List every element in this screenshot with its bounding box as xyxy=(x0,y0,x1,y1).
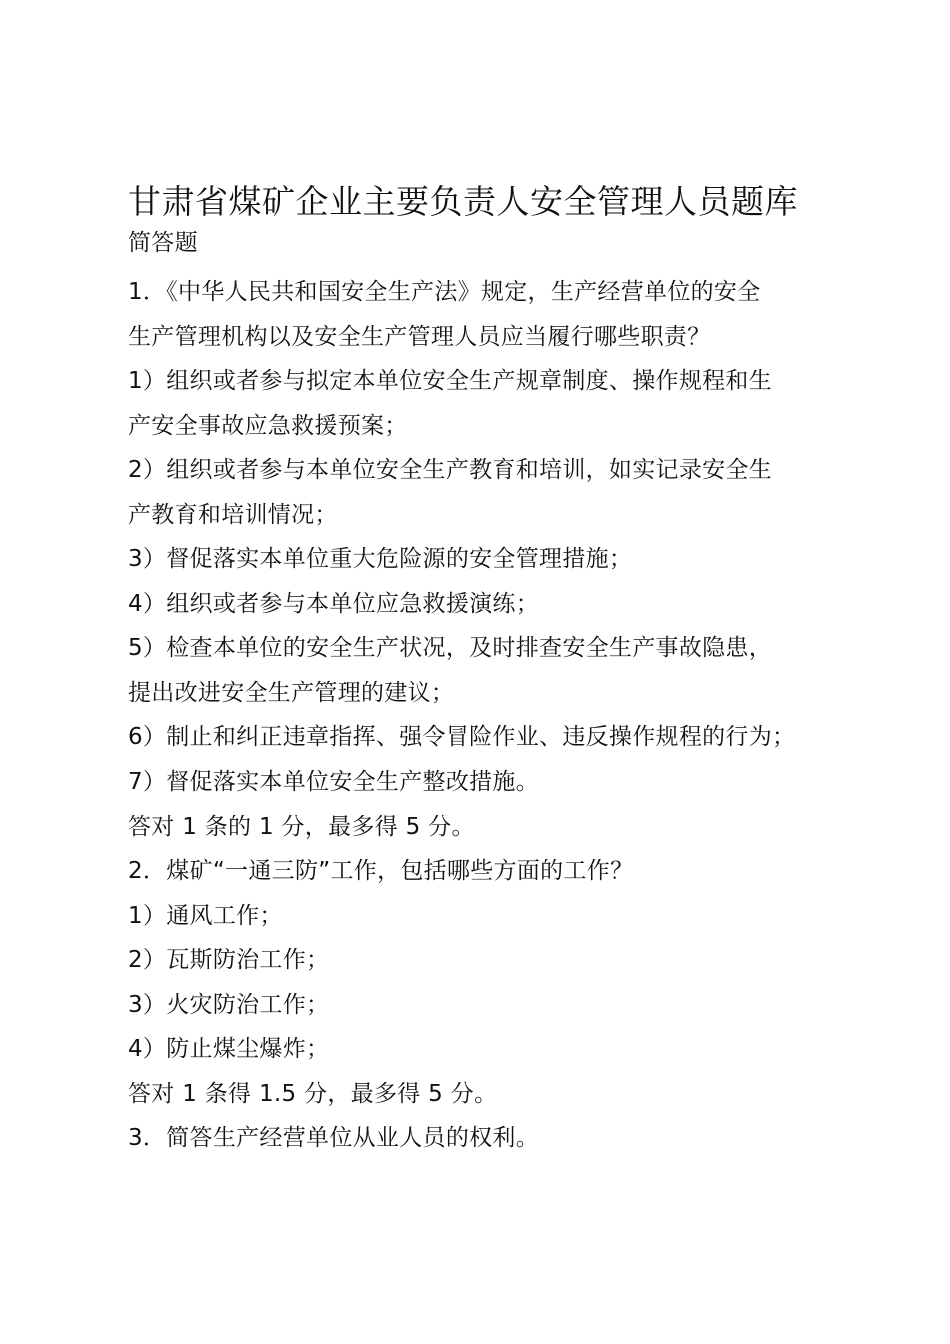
answer-item-5-line-2: 提出改进安全生产管理的建议； xyxy=(128,680,455,706)
answer-item-5-line-1: 5）检查本单位的安全生产状况，及时排查安全生产事故隐患， xyxy=(128,635,773,661)
answer-item-3: 3）督促落实本单位重大危险源的安全管理措施； xyxy=(128,546,633,572)
answer-2-item-2: 2）瓦斯防治工作； xyxy=(128,947,330,973)
answer-2-item-3: 3）火灾防治工作； xyxy=(128,992,330,1018)
document-title: 甘肃省煤矿企业主要负责人安全管理人员题库 xyxy=(128,182,798,221)
scoring-note-2: 答对 1 条得 1.5 分，最多得 5 分。 xyxy=(128,1081,498,1107)
answer-item-6: 6）制止和纠正违章指挥、强令冒险作业、违反操作规程的行为； xyxy=(128,724,796,750)
question-2: 2．煤矿“一通三防”工作，包括哪些方面的工作？ xyxy=(128,858,634,884)
answer-item-7: 7）督促落实本单位安全生产整改措施。 xyxy=(128,769,540,795)
scoring-note-1: 答对 1 条的 1 分，最多得 5 分。 xyxy=(128,814,475,840)
answer-item-2-line-1: 2）组织或者参与本单位安全生产教育和培训，如实记录安全生 xyxy=(128,457,773,483)
question-1-line-1: 1．《中华人民共和国安全生产法》规定，生产经营单位的安全 xyxy=(128,279,761,305)
answer-item-4: 4）组织或者参与本单位应急救援演练； xyxy=(128,591,540,617)
answer-item-1-line-1: 1）组织或者参与拟定本单位安全生产规章制度、操作规程和生 xyxy=(128,368,773,394)
question-1-line-2: 生产管理机构以及安全生产管理人员应当履行哪些职责？ xyxy=(128,324,711,350)
answer-item-2-line-2: 产教育和培训情况； xyxy=(128,502,338,528)
question-3: 3．简答生产经营单位从业人员的权利。 xyxy=(128,1125,540,1151)
answer-2-item-1: 1）通风工作； xyxy=(128,903,283,929)
section-heading: 简答题 xyxy=(128,230,198,256)
answer-item-1-line-2: 产安全事故应急救援预案； xyxy=(128,413,408,439)
answer-2-item-4: 4）防止煤尘爆炸； xyxy=(128,1036,330,1062)
